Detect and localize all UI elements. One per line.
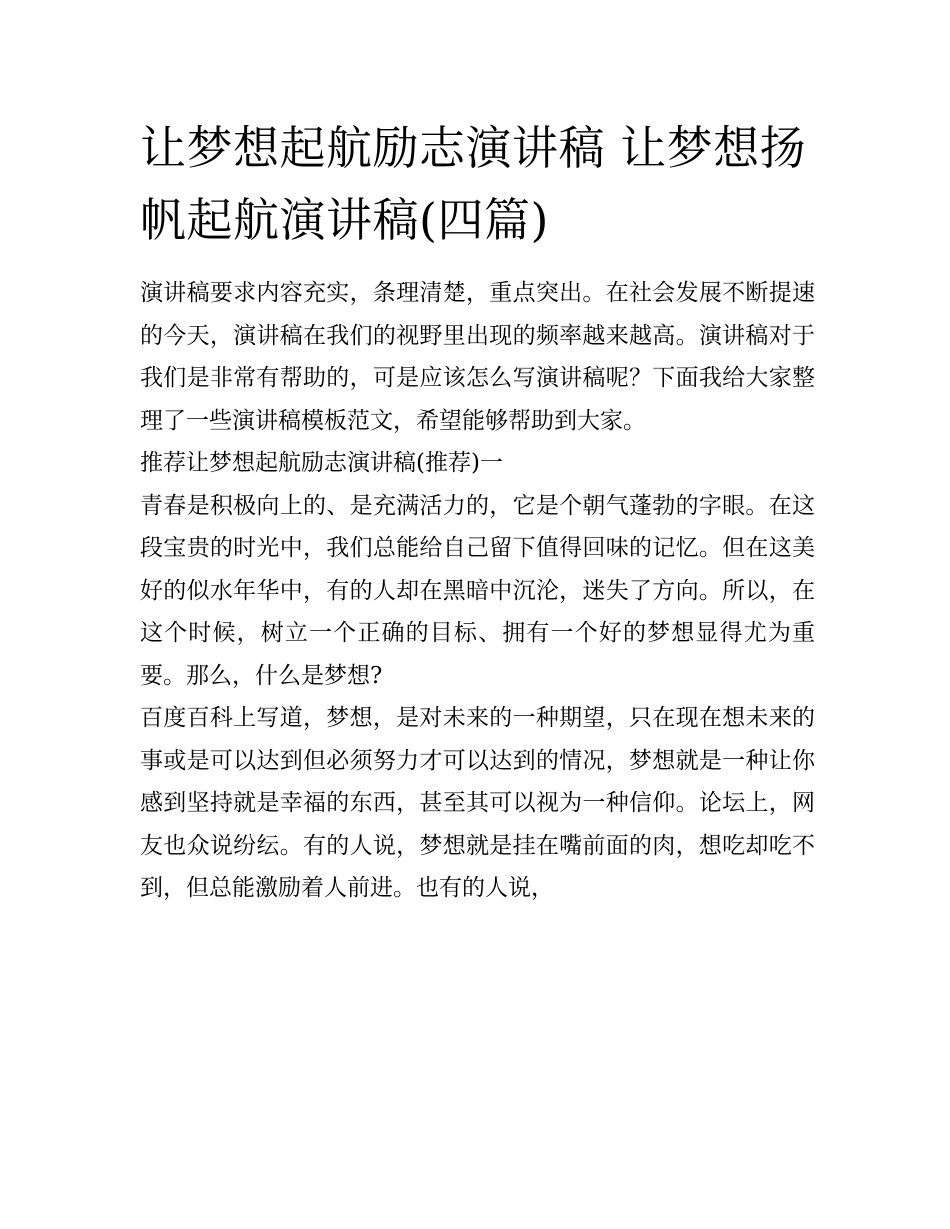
document-title: 让梦想起航励志演讲稿 让梦想扬帆起航演讲稿(四篇) <box>140 121 807 247</box>
title-spacer <box>140 256 815 272</box>
body-paragraph: 百度百科上写道，梦想，是对未来的一种期望，只在现在想未来的事或是可以达到但必须努力才可以达到的情况，梦想就是一种让你感到坚持就是幸福的东西，甚至其可以视为一种信仰。论坛上，网友也众说纷纭。有的人说，梦想就是挂在嘴前面的肉，想吃却吃不到，但总能激励着人前进。也有的人说， <box>140 705 815 901</box>
section-heading: 推荐让梦想起航励志演讲稿(推荐)一 <box>140 450 503 476</box>
body-paragraph: 青春是积极向上的、是充满活力的，它是个朝气蓬勃的字眼。在这段宝贵的时光中，我们总能给自己留下值得回味的记忆。但在这美好的似水年华中，有的人却在黑暗中沉沦，迷失了方向。所以，在这个时候，树立一个正确的目标、拥有一个好的梦想显得尤为重要。那么，什么是梦想? <box>140 492 815 689</box>
intro-paragraph: 演讲稿要求内容充实，条理清楚，重点突出。在社会发展不断提速的今天，演讲稿在我们的视野里出现的频率越来越高。演讲稿对于我们是非常有帮助的，可是应该怎么写演讲稿呢？下面我给大家整理了一些演讲稿模板范文，希望能够帮助到大家。 <box>140 280 815 434</box>
document-body <box>140 112 815 910</box>
